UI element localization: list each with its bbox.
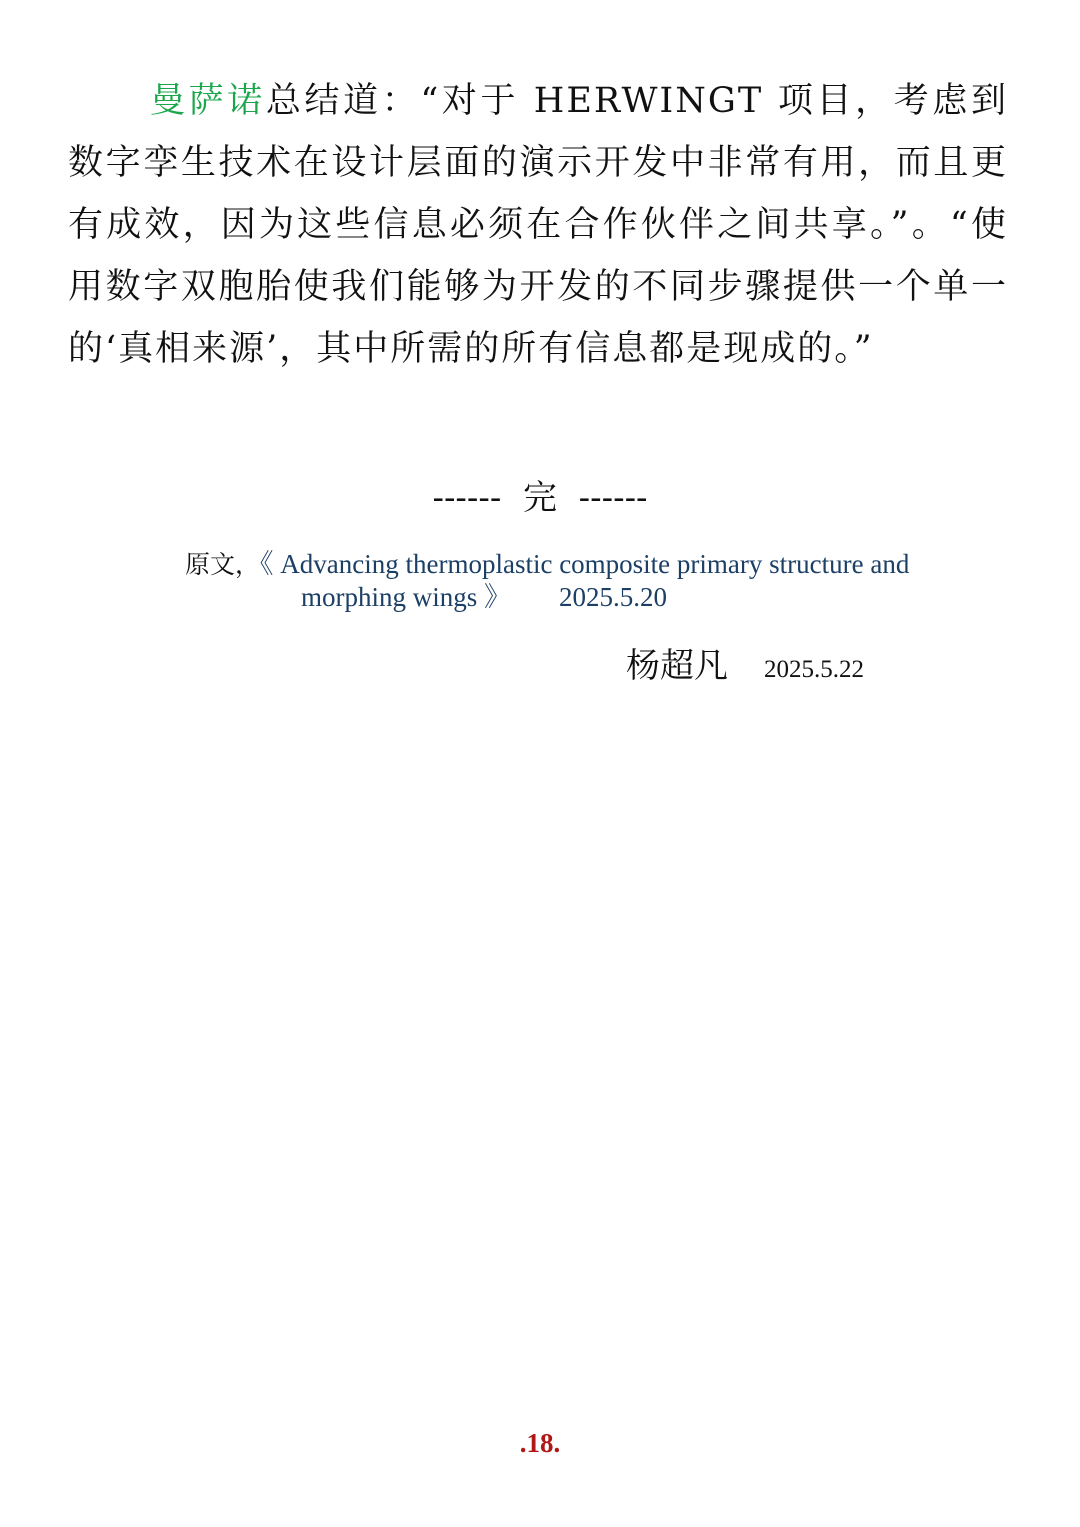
source-title-line1: 《 Advancing thermoplastic composite primary structure and [260, 549, 910, 579]
author-name: 杨超凡 [626, 646, 728, 686]
end-mark: ------ 完 ------ [432, 478, 648, 518]
signature [626, 642, 864, 694]
page-number: .18. [519, 1428, 561, 1458]
paragraph-text: 总结道：“对于 HERWINGT 项目，考虑到数字孪生技术在设计层面的演示开发中非常有用，而且更有成效，因为这些信息必须在合作伙伴之间共享。”。“使用数字双胞胎使我们能够为开发的不同步骤提供一个单一的‘真相来源’，其中所需的所有信息都是现成的。” [68, 81, 1008, 369]
signature-date: 2025.5.22 [764, 656, 864, 683]
source-label: 原文， [185, 550, 261, 579]
source-date: 2025.5.20 [559, 582, 668, 612]
body-paragraph [68, 70, 1008, 380]
source-title-line2-row [185, 581, 985, 614]
source-citation [185, 548, 985, 614]
source-title-line2: morphing wings 》 [301, 582, 512, 612]
speaker-name: 曼萨诺 [150, 81, 266, 121]
